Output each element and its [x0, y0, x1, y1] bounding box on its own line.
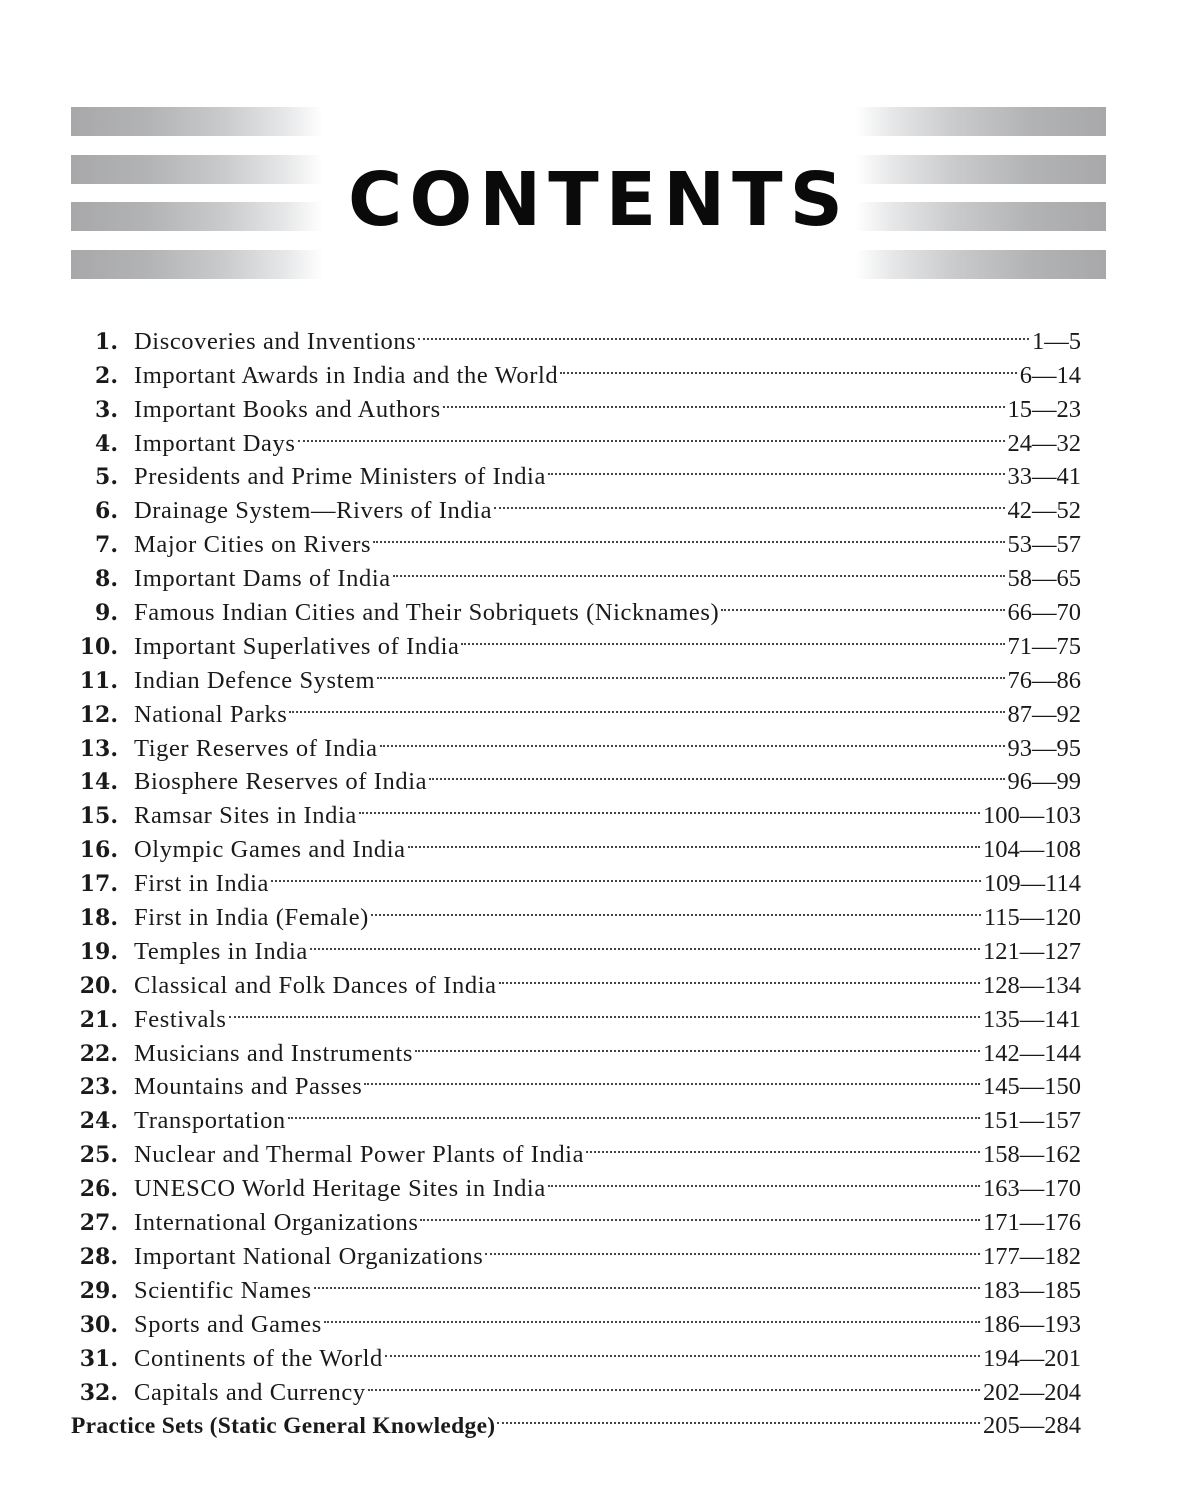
toc-entry-title[interactable]: Important Books and Authors [134, 395, 441, 423]
dot-leader [406, 823, 983, 857]
decorative-bar-right-1 [855, 107, 1106, 136]
toc-entry-title[interactable]: Nuclear and Thermal Power Plants of India [134, 1141, 585, 1169]
decorative-bar-right-4 [855, 250, 1106, 279]
dot-leader [459, 620, 1007, 654]
toc-entry-pages: 183—185 [983, 1276, 1081, 1304]
toc-entry-pages: 104—108 [983, 836, 1081, 864]
toc-entry-number: 1. [95, 328, 118, 355]
toc-entry-pages: 171—176 [983, 1209, 1081, 1237]
toc-entry-number: 5. [95, 464, 118, 491]
dot-leader [413, 1027, 983, 1061]
toc-entry-pages: 194—201 [983, 1344, 1081, 1372]
toc-entry-title[interactable]: Important Dams of India [134, 565, 391, 593]
toc-entry-title[interactable]: Mountains and Passes [134, 1073, 363, 1101]
toc-entry-pages: 71—75 [1007, 632, 1081, 660]
dot-leader [362, 1061, 983, 1095]
toc-entry-number: 32. [79, 1379, 118, 1406]
decorative-bar-left-4 [71, 250, 323, 279]
dot-leader [286, 1094, 983, 1128]
toc-entry-number: 4. [95, 430, 118, 457]
contents-header [0, 0, 1178, 300]
toc-entry-title[interactable]: National Parks [134, 700, 288, 728]
dot-leader [546, 1162, 983, 1196]
dot-leader [287, 688, 1007, 722]
toc-entry-title[interactable]: Ramsar Sites in India [134, 802, 357, 830]
table-of-contents [71, 315, 1081, 1440]
toc-entry-pages: 109—114 [983, 870, 1081, 898]
dot-leader [308, 925, 983, 959]
toc-entry-pages: 145—150 [983, 1073, 1081, 1101]
toc-entry-number: 26. [79, 1176, 118, 1203]
toc-entry-number: 7. [95, 532, 118, 559]
toc-entry-number: 23. [79, 1074, 118, 1101]
toc-entry-number: 27. [79, 1210, 118, 1237]
dot-leader [227, 993, 983, 1027]
toc-entry-number: 15. [79, 803, 118, 830]
toc-entry-number: 16. [79, 837, 118, 864]
decorative-bar-left-1 [71, 107, 323, 136]
toc-entry-title[interactable]: Important Awards in India and the World [134, 361, 559, 389]
toc-entry-number: 19. [79, 938, 118, 965]
toc-entry-number: 10. [79, 633, 118, 660]
toc-entry-title[interactable]: Sports and Games [134, 1310, 322, 1338]
dot-leader [322, 1298, 983, 1332]
toc-entry-title[interactable]: Indian Defence System [134, 666, 376, 694]
dot-leader [416, 315, 1032, 349]
dot-leader [492, 484, 1007, 518]
toc-entry-number: 28. [79, 1243, 118, 1270]
dot-leader [375, 654, 1007, 688]
toc-entry-pages: 121—127 [983, 937, 1081, 965]
toc-entry-title[interactable]: Drainage System—Rivers of India [134, 497, 493, 525]
dot-leader [497, 959, 983, 993]
toc-entry-number: 11. [79, 667, 118, 694]
toc-entry-number: 12. [79, 701, 118, 728]
toc-entry-pages: 93—95 [1007, 734, 1081, 762]
dot-leader [441, 383, 1008, 417]
toc-entry-number: 6. [95, 498, 118, 525]
toc-entry-pages: 205—284 [983, 1412, 1081, 1440]
dot-leader [391, 552, 1008, 586]
toc-entry-pages: 202—204 [983, 1378, 1081, 1406]
toc-entry-title[interactable]: Olympic Games and India [134, 836, 406, 864]
toc-entry-pages: 1—5 [1032, 327, 1081, 355]
dot-leader [296, 417, 1008, 451]
toc-entry-title[interactable]: Important Days [134, 429, 296, 457]
dot-leader [312, 1264, 983, 1298]
toc-entry-number: 8. [95, 566, 118, 593]
toc-entry-pages: 87—92 [1007, 700, 1081, 728]
toc-entry-title[interactable]: International Organizations [134, 1209, 419, 1237]
toc-entry-number: 21. [79, 1006, 118, 1033]
toc-entry-number: 14. [79, 769, 118, 796]
dot-leader [269, 857, 984, 891]
toc-entry-pages: 53—57 [1007, 531, 1081, 559]
toc-entry-pages: 6—14 [1019, 361, 1081, 389]
toc-entry-title[interactable]: Temples in India [134, 937, 308, 965]
toc-entry-number: 2. [95, 362, 118, 389]
toc-entry-pages: 100—103 [983, 802, 1081, 830]
toc-entry-pages: 66—70 [1007, 599, 1081, 627]
toc-entry-pages: 177—182 [983, 1242, 1081, 1270]
toc-entry-title[interactable]: Musicians and Instruments [134, 1039, 414, 1067]
dot-leader [371, 518, 1007, 552]
toc-entry-number: 18. [79, 905, 118, 932]
dot-leader [483, 1230, 983, 1264]
dot-leader [558, 349, 1019, 383]
toc-entry-pages: 42—52 [1007, 497, 1081, 525]
toc-entry[interactable] [71, 315, 1081, 355]
toc-entry-number: 24. [79, 1108, 118, 1135]
toc-entry-title[interactable]: Continents of the World [134, 1344, 383, 1372]
toc-entry-title[interactable]: Presidents and Prime Ministers of India [134, 463, 546, 491]
dot-leader [495, 1400, 983, 1434]
toc-entry-pages: 158—162 [983, 1141, 1081, 1169]
dot-leader [546, 451, 1008, 485]
dot-leader [427, 756, 1007, 790]
toc-entry-title[interactable]: Transportation [134, 1107, 286, 1135]
toc-entry-pages: 58—65 [1007, 565, 1081, 593]
toc-entry-title[interactable]: Capitals and Currency [134, 1378, 366, 1406]
toc-entry-number: 25. [79, 1142, 118, 1169]
toc-entry-title[interactable]: Major Cities on Rivers [134, 531, 372, 559]
toc-entry-pages: 115—120 [983, 904, 1081, 932]
dot-leader [378, 722, 1008, 756]
toc-entry-number: 3. [95, 396, 118, 423]
toc-entry-number: 9. [95, 600, 118, 627]
toc-entry-title[interactable]: Scientific Names [134, 1276, 312, 1304]
toc-entry-title[interactable]: Important National Organizations [134, 1242, 484, 1270]
toc-entry-title[interactable]: Classical and Folk Dances of India [134, 971, 497, 999]
dot-leader [584, 1128, 983, 1162]
toc-entry-pages: 186—193 [983, 1310, 1081, 1338]
toc-entry-title[interactable]: Discoveries and Inventions [134, 327, 417, 355]
toc-entry-pages: 76—86 [1007, 666, 1081, 694]
toc-entry-pages: 142—144 [983, 1039, 1081, 1067]
toc-entry-number: 20. [79, 972, 118, 999]
toc-entry-title[interactable]: Tiger Reserves of India [134, 734, 378, 762]
toc-entry-title[interactable]: Famous Indian Cities and Their Sobriquets (Nicknames) [134, 599, 720, 627]
toc-entry-number: 17. [79, 871, 118, 898]
toc-entry-pages: 163—170 [983, 1175, 1081, 1203]
toc-entry-number: 30. [79, 1311, 118, 1338]
toc-entry-pages: 151—157 [983, 1107, 1081, 1135]
dot-leader [383, 1332, 983, 1366]
toc-entry-pages: 33—41 [1007, 463, 1081, 491]
dot-leader [357, 789, 983, 823]
toc-entry-title[interactable]: Festivals [134, 1005, 227, 1033]
page-title: CONTENTS [348, 157, 850, 243]
toc-entry-pages: 128—134 [983, 971, 1081, 999]
dot-leader [366, 1366, 983, 1400]
toc-entry-number: 13. [79, 735, 118, 762]
toc-entry-number: 22. [79, 1040, 118, 1067]
toc-entry-number: 29. [79, 1277, 118, 1304]
toc-entry-pages: 15—23 [1007, 395, 1081, 423]
dot-leader [369, 891, 984, 925]
toc-entry-title[interactable]: First in India (Female) [134, 904, 369, 932]
toc-entry-title[interactable]: Practice Sets (Static General Knowledge) [71, 1413, 496, 1440]
toc-entry-title[interactable]: First in India [134, 870, 269, 898]
toc-entry-title[interactable]: Biosphere Reserves of India [134, 768, 428, 796]
toc-entry-pages: 135—141 [983, 1005, 1081, 1033]
dot-leader [418, 1196, 983, 1230]
toc-entry-title[interactable]: UNESCO World Heritage Sites in India [134, 1175, 546, 1203]
toc-entry-number: 31. [79, 1345, 118, 1372]
toc-entry-pages: 96—99 [1007, 768, 1081, 796]
dot-leader [719, 586, 1007, 620]
toc-entry-pages: 24—32 [1007, 429, 1081, 457]
toc-entry-title[interactable]: Important Superlatives of India [134, 632, 460, 660]
